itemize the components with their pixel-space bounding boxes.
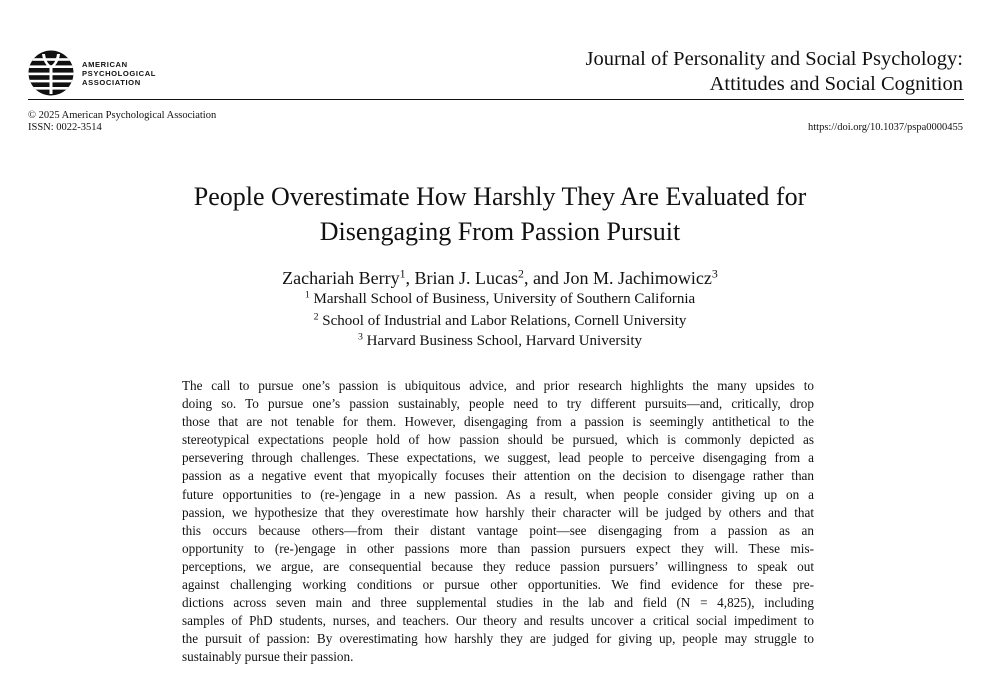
copyright-notice: © 2025 American Psychological Association (28, 110, 217, 121)
apa-logo-icon (28, 50, 74, 96)
affiliation (0, 290, 1000, 308)
abstract-line: persevering through challenges. These expectations, we suggest, lead people to perceive disengaging from a (182, 450, 814, 466)
journal-title (586, 47, 964, 97)
author-list (0, 267, 1000, 289)
author-name: Brian J. Lucas (414, 268, 518, 288)
apa-logo-wordmark (82, 60, 156, 87)
affiliation (0, 332, 1000, 350)
affiliation-text: School of Industrial and Labor Relations, Cornell University (322, 313, 687, 329)
abstract-line: perceptions, we argue, are consequential because they reduce passion pursuers’ willingness to speak out (182, 558, 814, 574)
abstract-line: this occurs because others—from their distant vantage point—see disengaging from a passion as an (182, 522, 814, 538)
affiliation-mark: 2 (313, 311, 319, 323)
abstract-line: samples of PhD students, nurses, and teachers. Our theory and results uncover a critical social impediment to (182, 613, 814, 629)
logo-line: ASSOCIATION (82, 77, 141, 87)
abstract-line: passion as a negative event that myopically focuses their attention on the decision to disengage rather than (182, 468, 814, 484)
abstract-line: those that are not tenable for them. However, disengaging from a passion is seemingly antithetical to the (182, 414, 814, 430)
author-separator: , (405, 268, 415, 288)
abstract-line: passion, we hypothesize that they overestimate how harshly their character will be judged by others and that (182, 504, 814, 520)
author-affiliation-mark: 3 (711, 266, 718, 281)
abstract-line: sustainably pursue their passion. (182, 649, 354, 665)
header-rule (28, 99, 964, 100)
affiliation-mark: 3 (357, 331, 363, 343)
abstract-line: opportunity to (re-)engage in other passions more than passion pursuers expect they will. These mis- (182, 540, 814, 556)
article-title (0, 179, 1000, 249)
affiliation-mark: 1 (304, 289, 310, 301)
abstract-line: dictions across seven main and three supplemental studies in the lab and field (N = 4,825), including (182, 595, 814, 611)
publication-meta (28, 110, 216, 134)
abstract-line: against challenging working conditions or pursue other opportunities. We find evidence for these pre- (182, 577, 814, 593)
author-affiliation-mark: 2 (518, 266, 524, 281)
abstract-line: The call to pursue one’s passion is ubiquitous advice, and prior research highlights the many upsides to (182, 378, 814, 393)
author-name: Zachariah Berry (282, 268, 400, 288)
apa-logo (28, 50, 156, 96)
logo-line: AMERICAN (82, 59, 128, 69)
journal-title-line: Attitudes and Social Cognition (709, 73, 963, 95)
abstract-line: stereotypical expectations people hold of how passion should be pursued, which is commonly depicted as (182, 432, 814, 448)
article-title-line: Disengaging From Passion Pursuit (319, 217, 681, 246)
abstract-line: future opportunities to (re-)engage in a new passion. As a result, when people consider giving up on a (182, 486, 814, 502)
affiliation (0, 312, 1000, 330)
issn: ISSN: 0022-3514 (28, 122, 102, 133)
doi-link[interactable]: https://doi.org/10.1037/pspa0000455 (808, 122, 963, 133)
abstract-line: doing so. To pursue one’s passion sustainably, people need to try different pursuits—and, critically, drop (182, 396, 814, 412)
logo-line: PSYCHOLOGICAL (82, 68, 157, 78)
journal-title-line: Journal of Personality and Social Psychology: (585, 48, 963, 70)
affiliation-text: Harvard Business School, Harvard University (366, 333, 643, 349)
article-title-line: People Overestimate How Harshly They Are Evaluated for (193, 182, 807, 211)
abstract-line: the pursuit of passion: By overestimating how harshly they are judged for giving up, people may struggle to (182, 631, 814, 647)
author-separator: , and (523, 268, 564, 288)
author-name: Jon M. Jachimowicz (563, 268, 712, 288)
affiliation-text: Marshall School of Business, University of Southern California (313, 291, 696, 307)
author-affiliation-mark: 1 (399, 266, 406, 281)
abstract (182, 377, 814, 667)
